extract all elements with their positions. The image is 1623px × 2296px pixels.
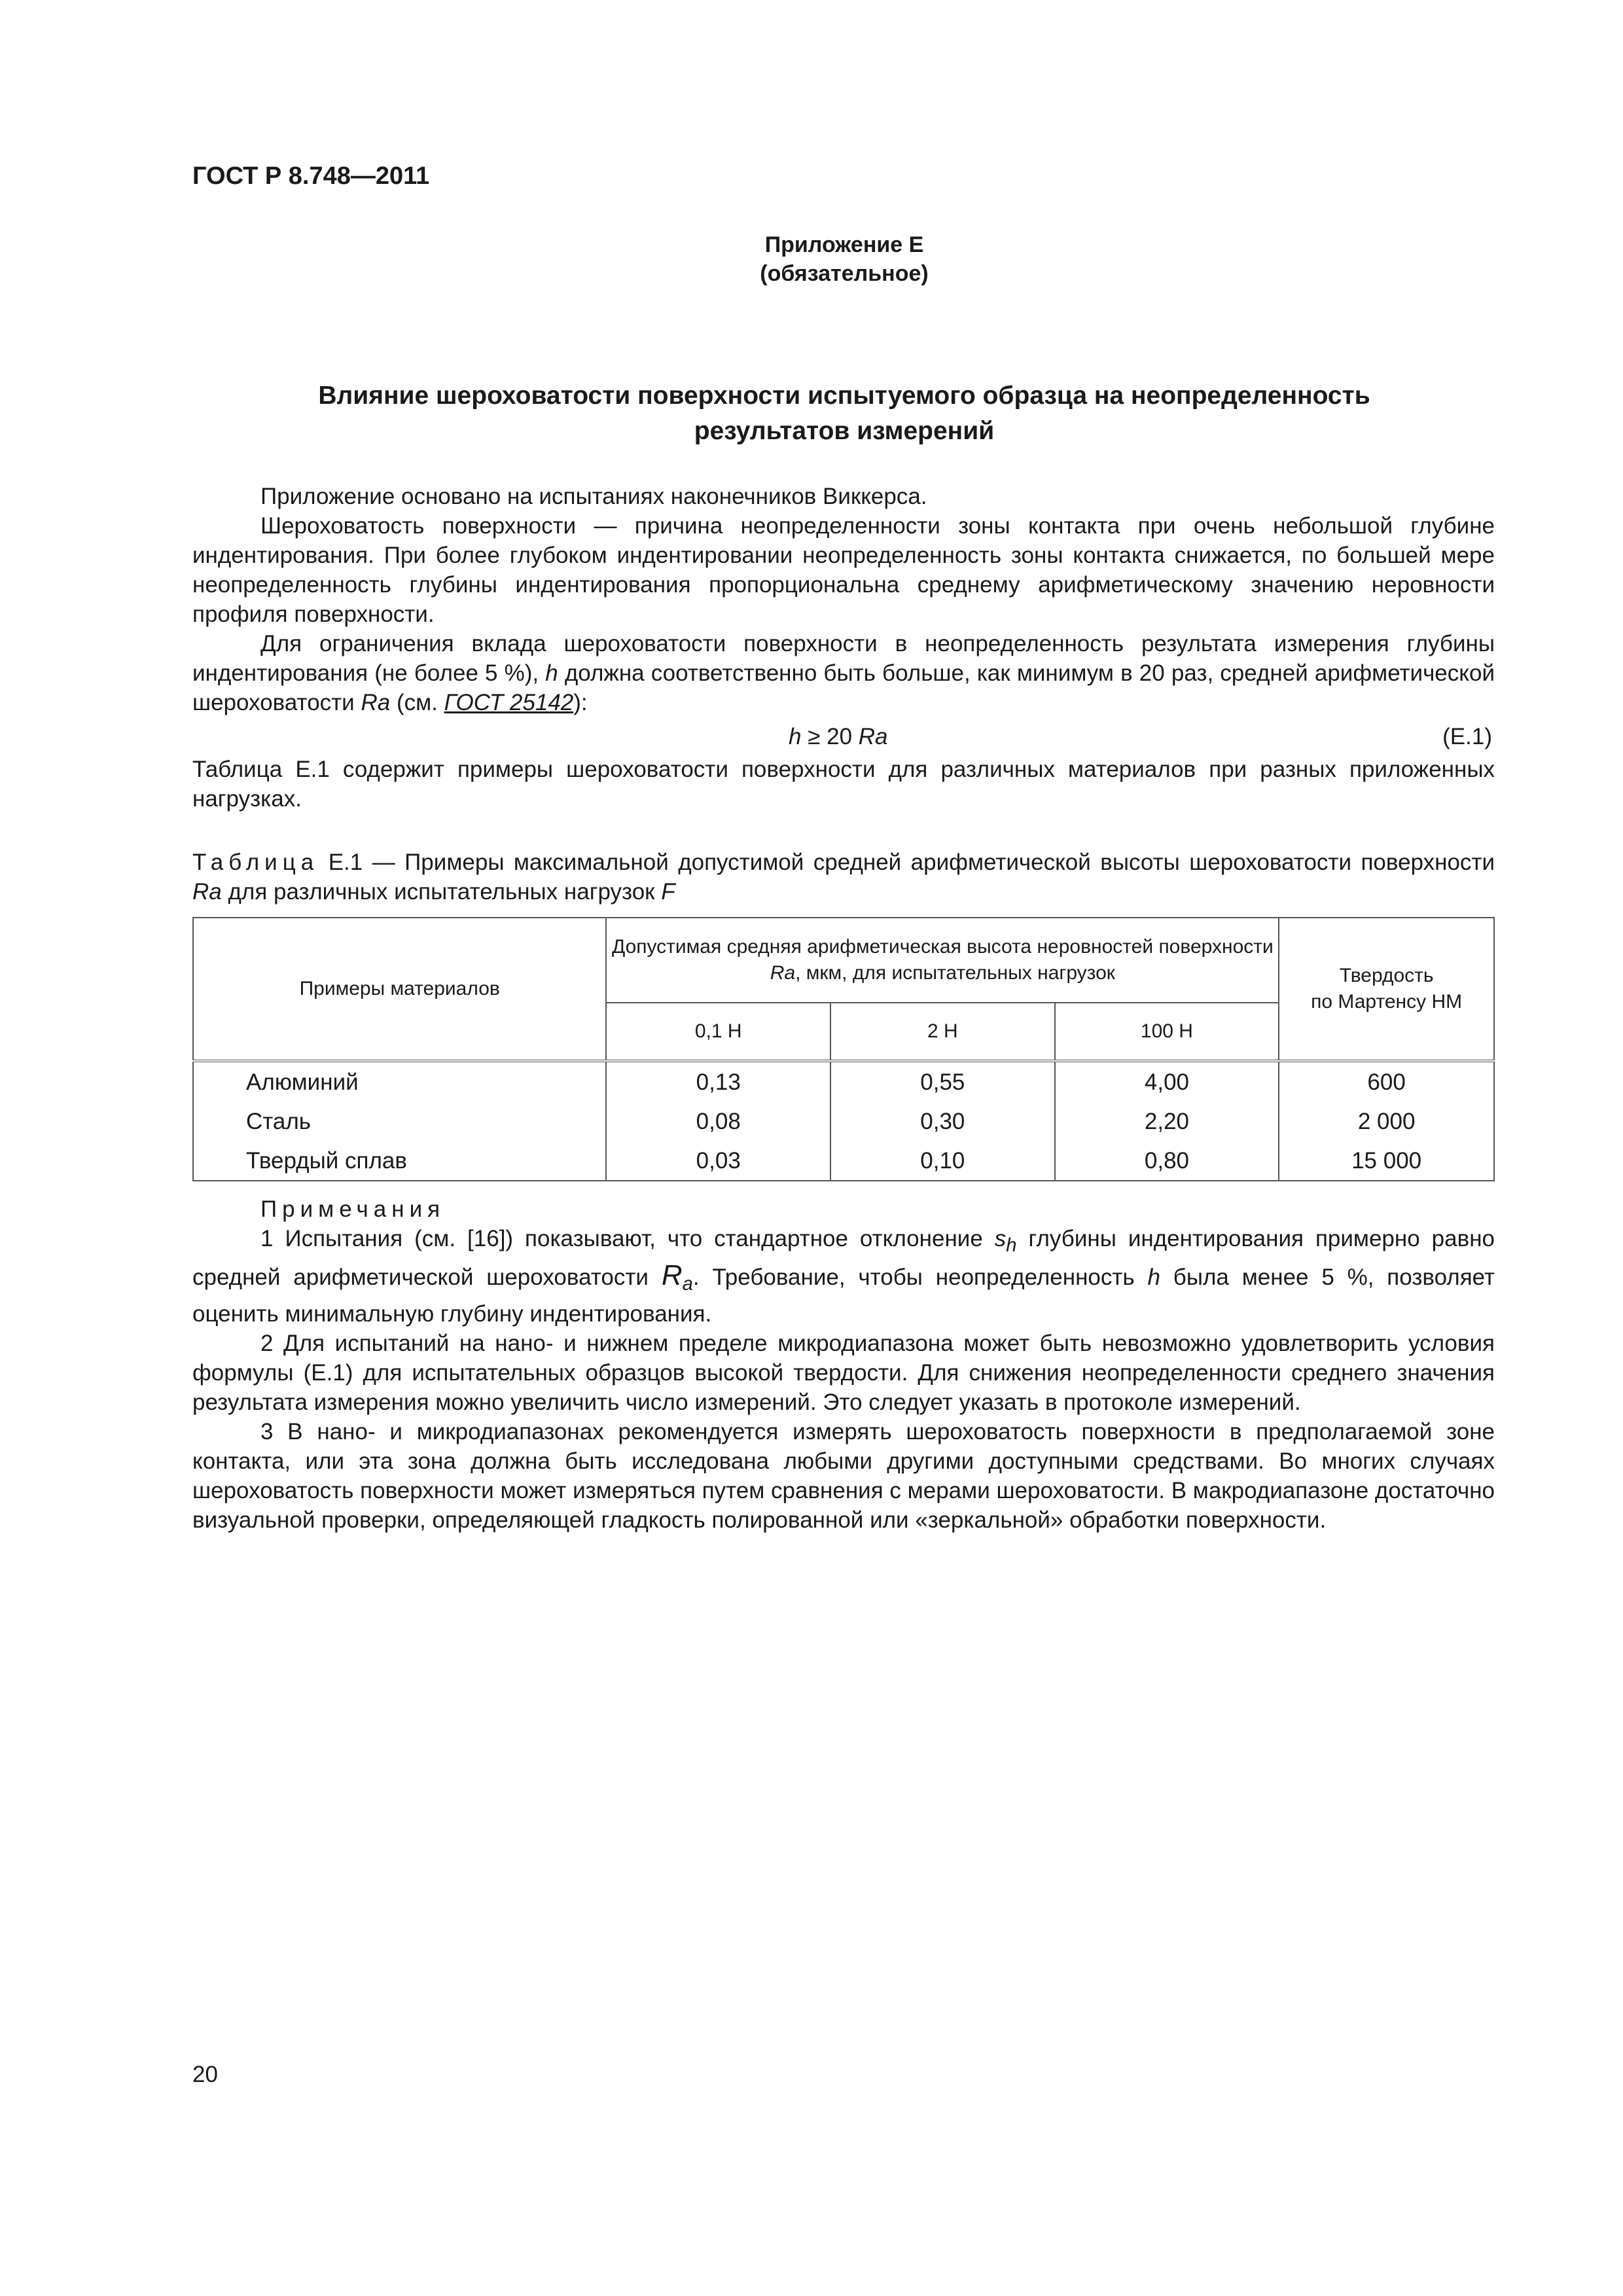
text: 1 Испытания (см. [16]) показывают, что стандартное отклонение (260, 1226, 995, 1251)
standard-reference-link[interactable]: ГОСТ 25142 (444, 690, 574, 715)
var-ra: Ra (361, 690, 391, 715)
cell-value: 0,80 (1055, 1141, 1279, 1181)
cell-value: 0,08 (606, 1102, 830, 1141)
table-row (193, 1141, 1494, 1181)
text: (см. (390, 690, 444, 715)
var-subscript: a (682, 1274, 693, 1295)
text: Допустимая средняя арифметическая высота неровностей поверхности (611, 936, 1274, 958)
var-h: h (789, 724, 802, 749)
notes-heading: Примечания (260, 1196, 446, 1222)
text: Для ограничения вклада шероховатости поверхности в неопределенность результата измерения глубины индентирования (не более 5 %), (192, 631, 1495, 686)
header-load: 100 Н (1055, 1003, 1279, 1061)
roughness-table (192, 917, 1495, 1181)
page-number: 20 (192, 2062, 218, 2087)
document-id: ГОСТ Р 8.748—2011 (192, 162, 430, 190)
text: , мкм, для испытательных нагрузок (795, 962, 1115, 984)
header-hardness (1279, 918, 1494, 1061)
paragraph-roughness: Шероховатость поверхности — причина неопределенности зоны контакта при очень небольшой глубине индентирования. При более глубоком индентировании неопределенность зоны контакта снижается, по большей мере неопределенность глубины индентирования пропорциональна среднему арифметическому значению неровности профиля поверхности. (192, 513, 1495, 627)
paragraph-limit (192, 629, 1495, 717)
var-h: h (1147, 1265, 1160, 1290)
cell-value: 4,00 (1055, 1061, 1279, 1102)
paragraph-table-intro: Таблица Е.1 содержит примеры шероховатости поверхности для различных материалов при разных приложенных нагрузках. (192, 757, 1495, 812)
notes-section (192, 1194, 1495, 1535)
var-s: s (994, 1226, 1007, 1251)
table-row (193, 1061, 1494, 1102)
cell-hardness: 15 000 (1279, 1141, 1494, 1181)
var-ra: Ra (770, 962, 796, 984)
header-hardness-line-2: по Мартенсу НМ (1311, 991, 1463, 1013)
annex-heading (192, 230, 1496, 288)
cell-hardness: 2 000 (1279, 1102, 1494, 1141)
document-body (192, 482, 1495, 1535)
var-r: R (661, 1259, 683, 1291)
header-material: Примеры материалов (193, 918, 606, 1061)
formula-e1 (192, 719, 1495, 755)
text: для различных испытательных нагрузок (221, 879, 662, 905)
cell-material: Алюминий (193, 1061, 606, 1102)
formula-number: (Е.1) (1442, 724, 1492, 749)
annex-title-line-2: результатов измерений (694, 417, 995, 445)
var-f: F (661, 879, 675, 905)
note-2: 2 Для испытаний на нано- и нижнем пределе микродиапазона может быть невозможно удовлетворить условия формулы (Е.1) для испытательных образцов высокой твердости. Для снижения неопределенности среднего значения результата измерения можно увеличить число измерений. Это следует указать в протоколе измерений. (192, 1331, 1495, 1415)
paragraph-intro: Приложение основано на испытаниях наконечников Виккерса. (260, 484, 927, 509)
table-row (193, 1102, 1494, 1141)
text: ): (573, 690, 588, 715)
cell-material: Сталь (193, 1102, 606, 1141)
var-subscript: h (1006, 1235, 1017, 1256)
var-h: h (545, 660, 558, 686)
annex-title (192, 378, 1496, 449)
cell-value: 0,55 (830, 1061, 1055, 1102)
cell-material: Твердый сплав (193, 1141, 606, 1181)
cell-hardness: 600 (1279, 1061, 1494, 1102)
header-roughness-group (606, 918, 1279, 1003)
note-3: 3 В нано- и микродиапазонах рекомендуется измерять шероховатость поверхности в предполагаемой зоне контакта, или эта зона должна быть исследована любыми другими доступными средствами. Во многих случаях шероховатость поверхности может измеряться путем сравнения с мерами шероховатости. В макродиапазоне достаточно визуальной проверки, определяющей гладкость полированной или «зеркальной» обработки поверхности. (192, 1419, 1495, 1533)
text: была менее 5 %, позволяет оценить минимальную глубину индентирования. (192, 1265, 1495, 1327)
annex-title-line-1: Влияние шероховатости поверхности испытуемого образца на неопределенность (318, 382, 1370, 410)
annex-label: Приложение Е (764, 232, 924, 257)
text: Е.1 — Примеры максимальной допустимой средней арифметической высоты шероховатости поверхности (319, 850, 1495, 875)
formula-relation: ≥ 20 (801, 724, 859, 749)
var-ra: Ra (192, 879, 222, 905)
cell-value: 0,10 (830, 1141, 1055, 1181)
annex-status: (обязательное) (760, 261, 929, 286)
note-1 (192, 1224, 1495, 1329)
header-load: 2 Н (830, 1003, 1055, 1061)
header-hardness-line-1: Твердость (1339, 965, 1434, 986)
header-load: 0,1 Н (606, 1003, 830, 1061)
var-ra: Ra (858, 724, 888, 749)
text: должна соответственно быть больше, как минимум в 20 раз, средней арифметической шероховатости (192, 660, 1495, 715)
text: . Требование, чтобы неопределенность (692, 1265, 1148, 1290)
cell-value: 2,20 (1055, 1102, 1279, 1141)
formula-expression (789, 719, 888, 755)
cell-value: 0,30 (830, 1102, 1055, 1141)
cell-value: 0,03 (606, 1141, 830, 1181)
table-caption (192, 848, 1495, 906)
table-caption-word: Таблица (192, 850, 319, 875)
cell-value: 0,13 (606, 1061, 830, 1102)
text: глубины индентирования примерно равно средней арифметической шероховатости (192, 1226, 1495, 1290)
